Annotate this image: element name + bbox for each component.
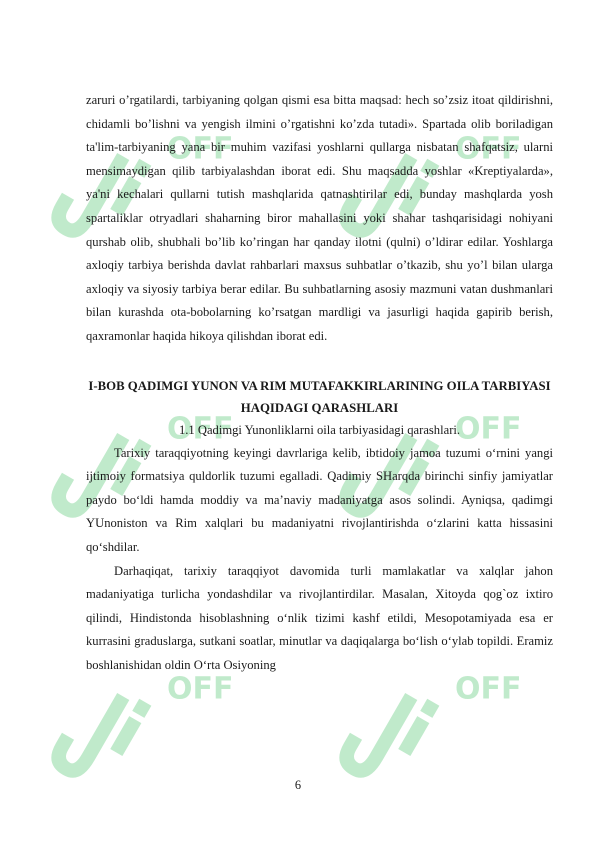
paragraph: Darhaqiqat, tarixiy taraqqiyot davomida turli mamlakatlar va xalqlar jahon madaniyatiga turlicha yondashdilar va rivojlantirdilar. Masalan, Xitoyda qog`oz ixtiro qilindi, Hindistonda hisoblashning o‘nlik tizimi kashf etildi, Mesopotamiyada esa er kurrasini graduslarga, sutkani soatlar, minutlar va daqiqalarga bo‘lish o‘ylab topildi. Eramiz boshlanishidan oldin O‘rta Osiyoning: [86, 563, 553, 672]
chapter-title: I-BOB QADIMGI YUNON VA RIM MUTAFAKKIRLARINING OILA TARBIYASI HAQIDAGI QARASHLARI: [88, 378, 551, 415]
paragraph: zaruri o’rgatilardi, tarbiyaning qolgan qismi esa bitta maqsad: hech so’zsiz itoat qildirishni, chidamli bo’lishni va yengish ilmini o’rgatishni ko’zda tutadi». Spartada olib boriladigan ta'lim-tarbiyaning yana bir muhim vazifasi yoshlarni qullarga nisbatan shafqatsiz, ularni mensimaydigan qilib tarbiyalashdan iborat edi. Shu maqsadda yoshlar «Kreptiyalarda», ya'ni kechalari qullarni tutish mashqlarida qatnashtirilar edi, bunday mashqlarda yosh spartaliklar otryadlari shaharning biror mahallasini yoki shahar tashqarisidagi nohiyani qurshab olib, shubhali bo’lib ko’ringan har qanday ilotni (qulni) o’ldirar edilar. Yoshlarga axloqiy tarbiya berishda davlat rahbarlari maxsus suhbatlar o’tkazib, shu yo’l bilan ularga axloqiy va siyosiy tarbiya berar edilar. Bu suhbatlarning asosiy mazmuni vatan dushmanlari bilan kurashda ota-bobolarning ko’rsatgan mardligi va jasurligi haqida gapirib berish, qaxramonlar haqida hikoya qilishdan iborat edi.: [86, 93, 553, 343]
section-title: 1.1 Qadimgi Yunonliklarni oila tarbiyasidagi qarashlari.: [178, 422, 461, 437]
paragraph: Tarixiy taraqqiyotning keyingi davrlariga kelib, ibtidoiy jamoa tuzumi o‘rnini yangi ijtimoiy formatsiya quldorlik tuzumi egalladi. Qadimiy SHarqda birinchi sinfiy jamiyatlar paydo bo‘ldi hamda moddiy va ma’naviy madaniyatga asos solindi. Ayniqsa, qadimgi YUnoniston va Rim xalqlari bu madaniyatni rivojlantirishda o‘zlarini katta hissasini qo‘shdilar.: [86, 445, 553, 554]
page-number: 6: [294, 778, 302, 792]
document-body: [86, 89, 553, 677]
